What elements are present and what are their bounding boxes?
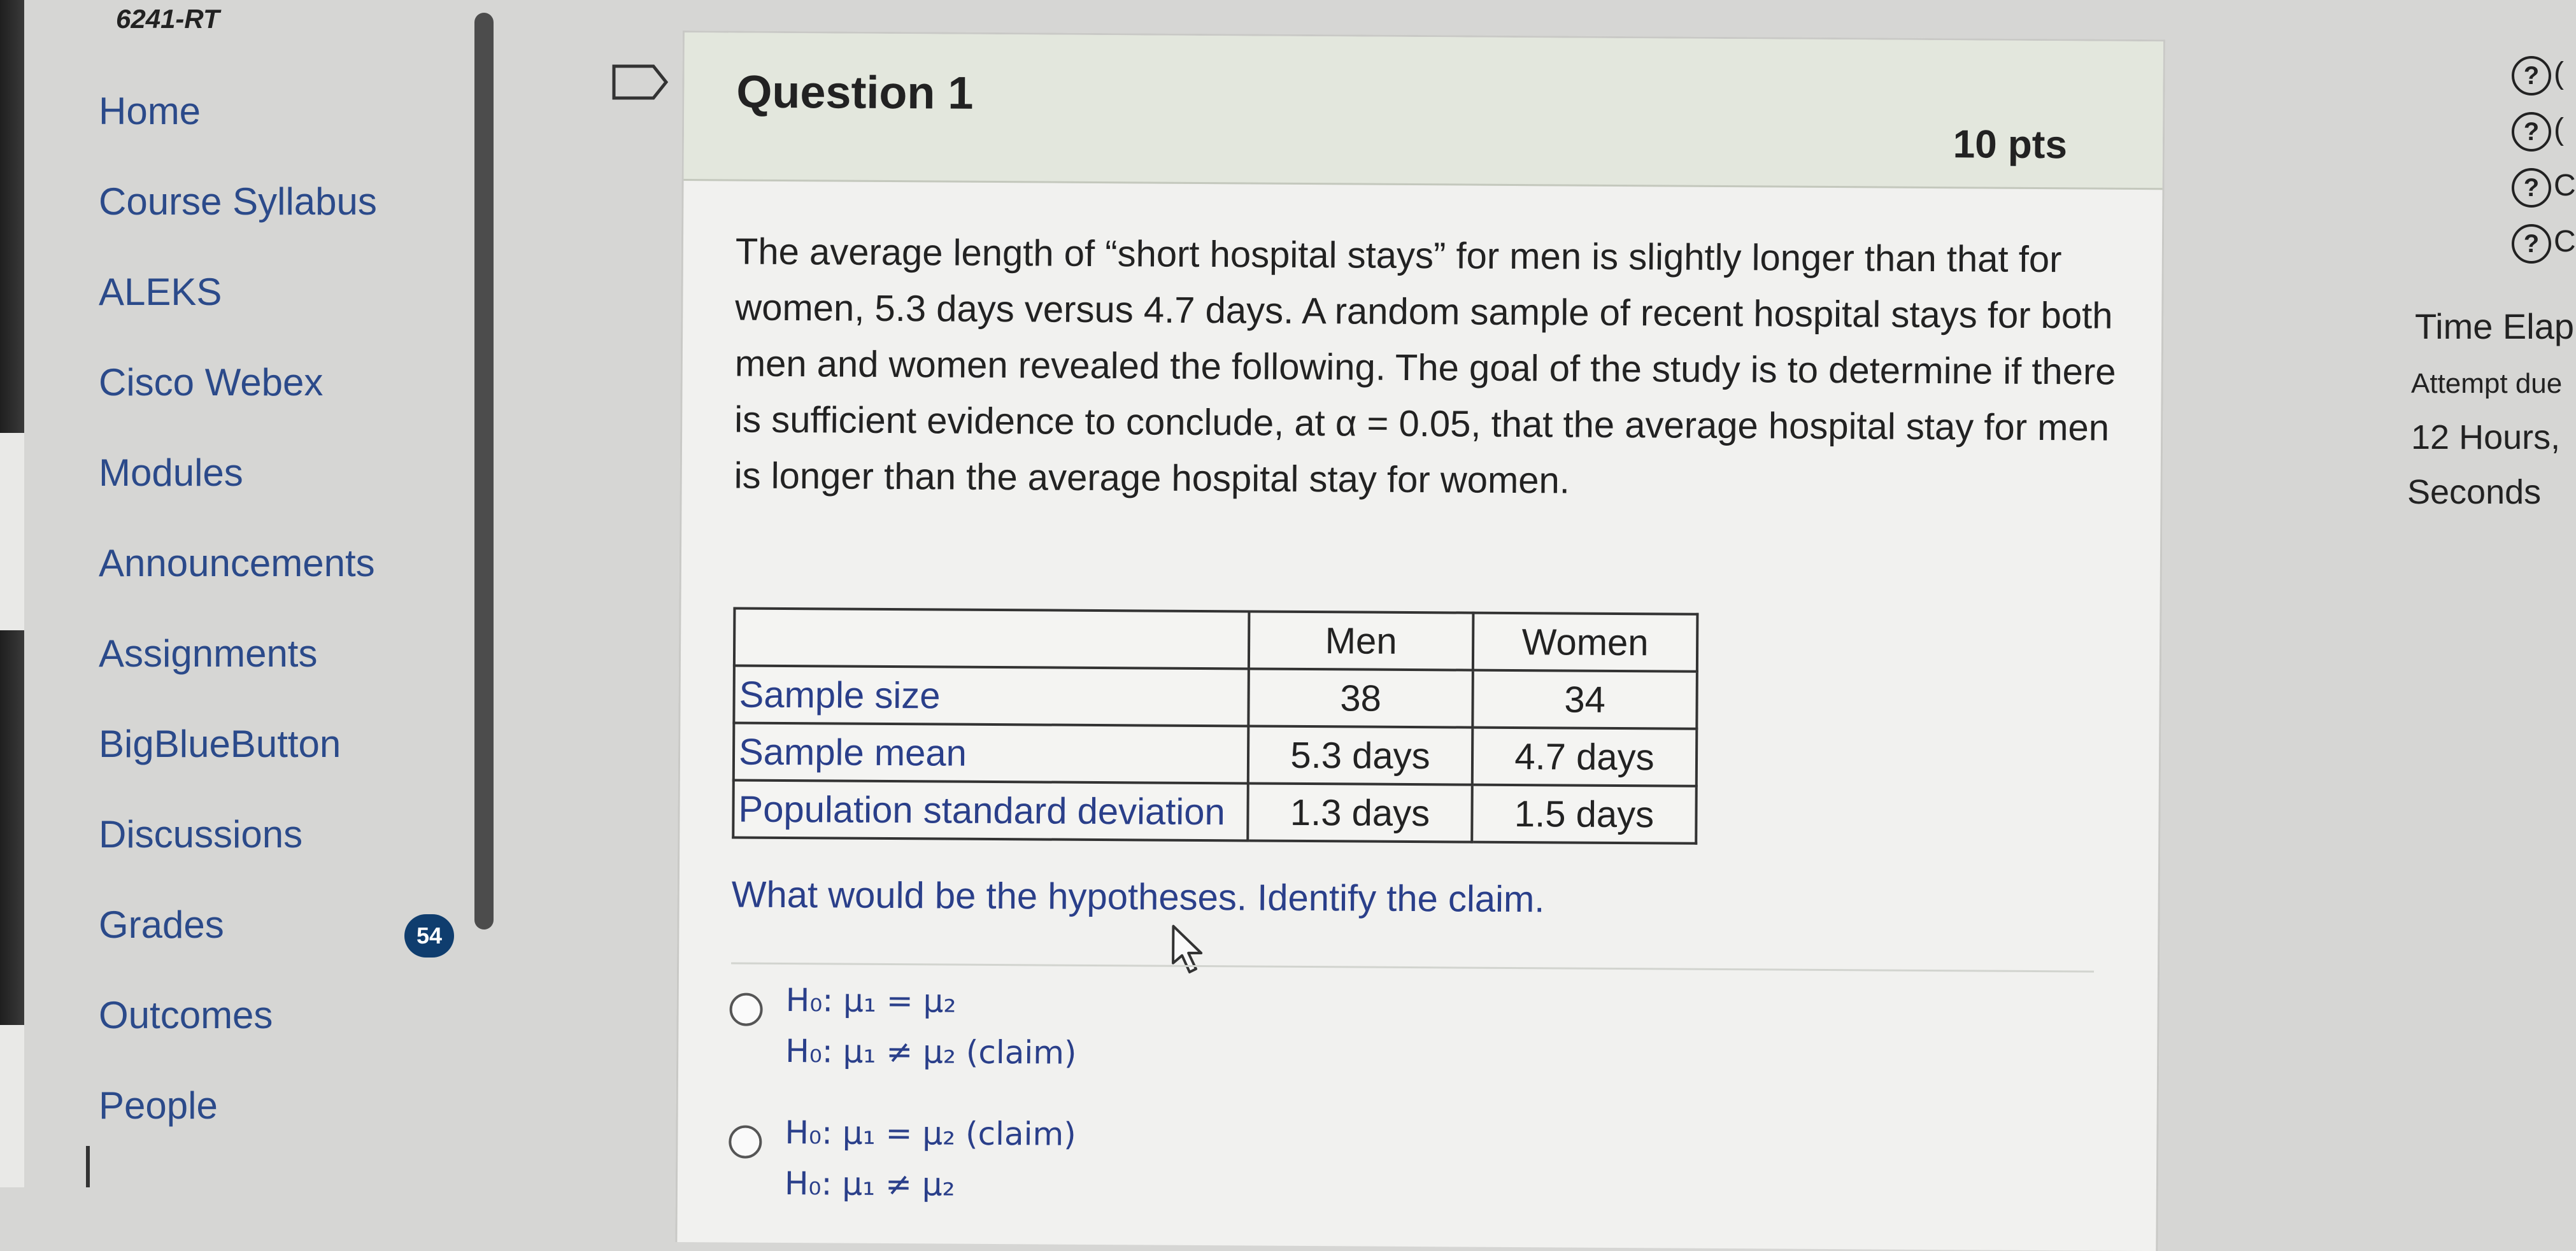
question-circle-icon[interactable]: ? <box>2512 56 2551 95</box>
nav-item-course-syllabus[interactable]: Course Syllabus <box>99 180 377 223</box>
table-cell: 4.7 days <box>1472 728 1697 786</box>
flag-question-icon[interactable] <box>611 64 669 101</box>
question-circle-icon[interactable]: ? <box>2512 112 2551 152</box>
answer-line: H₀: μ₁ ≠ μ₂ <box>784 1165 955 1203</box>
answer-option-2[interactable] <box>729 1113 1748 1203</box>
question-header <box>684 32 2163 190</box>
question-text-line: is longer than the average hospital stay for women. <box>734 455 1570 502</box>
attempt-due-label: Attempt due <box>2411 368 2563 399</box>
nav-item-bigbluebutton[interactable]: BigBlueButton <box>99 723 341 765</box>
answers-divider <box>731 962 2094 972</box>
table-cell: 1.5 days <box>1472 785 1697 844</box>
nav-item-grades[interactable]: Grades <box>99 903 224 946</box>
table-cell: 38 <box>1248 668 1473 727</box>
grades-count-badge: 54 <box>404 914 454 958</box>
question-link-text[interactable]: ( <box>2554 113 2564 146</box>
nav-item-outcomes[interactable]: Outcomes <box>99 994 273 1036</box>
question-text <box>734 224 2137 512</box>
question-card <box>675 31 2165 1251</box>
nav-item-home[interactable]: Home <box>99 90 201 132</box>
table-header-cell: Men <box>1249 611 1474 670</box>
nav-scrollbar[interactable] <box>474 13 494 929</box>
question-link-text[interactable]: C <box>2554 225 2576 258</box>
table-row <box>734 723 1697 786</box>
answer-line: H₀: μ₁ = μ₂ <box>785 982 957 1020</box>
question-link-text[interactable]: C <box>2554 169 2576 202</box>
question-text-line: The average length of “short hospital stays” for men is slightly longer than that for <box>735 230 2062 281</box>
question-circle-icon[interactable]: ? <box>2512 168 2551 208</box>
nav-item-discussions[interactable]: Discussions <box>99 813 303 856</box>
table-cell: 5.3 days <box>1248 726 1473 784</box>
nav-item-cisco-webex[interactable]: Cisco Webex <box>99 361 324 404</box>
table-row-label: Sample size <box>734 666 1249 726</box>
nav-item-modules[interactable]: Modules <box>99 451 243 494</box>
edge-highlight <box>0 1025 24 1187</box>
table-row <box>734 666 1697 729</box>
table-header-cell <box>734 609 1249 669</box>
answer-radio[interactable] <box>729 993 762 1026</box>
question-title: Question 1 <box>736 66 974 119</box>
answer-line: H₀: μ₁ = μ₂ (claim) <box>785 1114 1076 1153</box>
edge-highlight <box>0 433 24 630</box>
table-row <box>733 781 1697 844</box>
question-prompt: What would be the hypotheses. Identify the claim. <box>731 873 1545 921</box>
data-table <box>732 607 1698 845</box>
time-hours: 12 Hours, <box>2411 418 2561 456</box>
question-text-line: women, 5.3 days versus 4.7 days. A random sample of recent hospital stays for both <box>735 286 2113 337</box>
time-elapsed-label: Time Elap <box>2415 306 2575 346</box>
table-row-label: Sample mean <box>734 723 1249 784</box>
nav-divider <box>86 1146 90 1187</box>
question-text-line: is sufficient evidence to conclude, at α = 0.05, that the average hospital stay for men <box>734 399 2110 449</box>
table-header-cell: Women <box>1473 613 1698 672</box>
time-seconds: Seconds <box>2407 473 2542 511</box>
nav-item-assignments[interactable]: Assignments <box>99 632 318 675</box>
table-header-row <box>734 609 1698 672</box>
answer-radio[interactable] <box>729 1125 762 1158</box>
question-text-line: men and women revealed the following. The goal of the study is to determine if there <box>734 343 2116 393</box>
answer-line: H₀: μ₁ ≠ μ₂ (claim) <box>785 1033 1077 1071</box>
question-link-text[interactable]: ( <box>2554 57 2564 90</box>
table-row-label: Population standard deviation <box>733 781 1248 841</box>
nav-item-announcements[interactable]: Announcements <box>99 542 375 584</box>
answer-option-1[interactable] <box>730 981 1749 1071</box>
left-edge <box>0 0 24 1187</box>
course-code: 6241-RT <box>116 4 220 34</box>
nav-item-people[interactable]: People <box>99 1084 218 1127</box>
table-cell: 34 <box>1472 670 1697 729</box>
question-circle-icon[interactable]: ? <box>2512 224 2551 264</box>
table-cell: 1.3 days <box>1248 783 1472 842</box>
nav-item-aleks[interactable]: ALEKS <box>99 271 222 313</box>
question-points: 10 pts <box>1953 122 2068 167</box>
